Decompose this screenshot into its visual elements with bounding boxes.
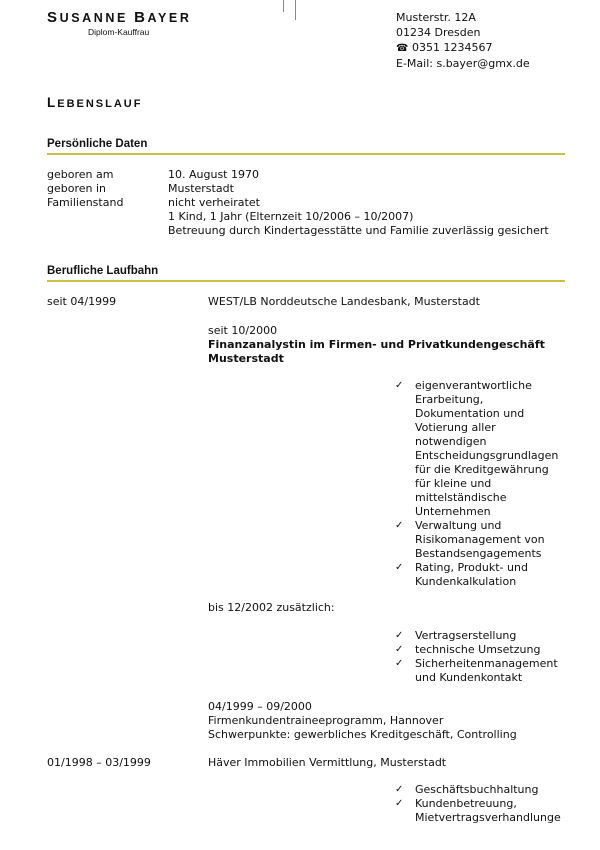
task-item bbox=[395, 643, 567, 657]
task-line: technische Umsetzung bbox=[415, 643, 541, 656]
checkmark-icon: ✓ bbox=[395, 562, 404, 573]
task-item bbox=[395, 561, 567, 589]
section-rule-personal bbox=[47, 153, 565, 155]
label-birthplace: geboren in bbox=[47, 182, 107, 195]
task-line: Rating, Produkt- und bbox=[415, 561, 528, 574]
contact-phone-line bbox=[396, 40, 530, 56]
task-item bbox=[395, 657, 567, 685]
trainee-program: Firmenkundentraineeprogramm, Hannover bbox=[208, 714, 444, 727]
task-line: Unternehmen bbox=[415, 505, 491, 518]
contact-phone: 0351 1234567 bbox=[411, 41, 493, 54]
checkmark-icon: ✓ bbox=[395, 644, 404, 655]
task-item bbox=[395, 783, 567, 797]
career-entry-1-employer: WEST/LB Norddeutsche Landesbank, Musterstadt bbox=[208, 295, 480, 308]
checkmark-icon: ✓ bbox=[395, 630, 404, 641]
task-line: Risikomanagement von bbox=[415, 533, 545, 546]
trainee-block bbox=[208, 700, 517, 742]
role-title: Finanzanalystin im Firmen- und Privatkundengeschäft bbox=[208, 338, 545, 351]
section-title-personal: Persönliche Daten bbox=[47, 138, 148, 150]
checkmark-icon: ✓ bbox=[395, 658, 404, 669]
label-birthdate: geboren am bbox=[47, 168, 114, 181]
task-line: Geschäftsbuchhaltung bbox=[415, 783, 539, 796]
task-line: notwendigen bbox=[415, 435, 487, 448]
task-line: Dokumentation und bbox=[415, 407, 525, 420]
value-birthplace: Musterstadt bbox=[168, 182, 234, 195]
task-line: Votierung aller bbox=[415, 421, 496, 434]
additional-task-list bbox=[395, 629, 567, 685]
value-childcare: Betreuung durch Kindertagesstätte und Familie zuverlässig gesichert bbox=[168, 224, 549, 237]
task-line: Kundenkalkulation bbox=[415, 575, 517, 588]
task-line: Entscheidungsgrundlagen bbox=[415, 449, 559, 462]
additional-tasks-label: bis 12/2002 zusätzlich: bbox=[208, 601, 335, 614]
task-line: für kleine und bbox=[415, 477, 492, 490]
task-line: Vertragserstellung bbox=[415, 629, 517, 642]
checkmark-icon: ✓ bbox=[395, 784, 404, 795]
task-line: für die Kreditgewährung bbox=[415, 463, 549, 476]
career-entry-2-employer: Häver Immobilien Vermittlung, Musterstadt bbox=[208, 756, 447, 769]
label-family-status: Familienstand bbox=[47, 196, 124, 209]
task-line: Erarbeitung, bbox=[415, 393, 484, 406]
personal-values bbox=[168, 168, 549, 238]
task-line: und Kundenkontakt bbox=[415, 671, 523, 684]
career-entry-2-period: 01/1998 – 03/1999 bbox=[47, 756, 151, 769]
document-title: LEBENSLAUF bbox=[47, 95, 143, 110]
task-line: Mietvertragsverhandlunge bbox=[415, 811, 561, 824]
section-title-career: Berufliche Laufbahn bbox=[47, 265, 159, 277]
checkmark-icon: ✓ bbox=[395, 798, 404, 809]
task-line: Bestandsengagements bbox=[415, 547, 542, 560]
role-since: seit 10/2000 bbox=[208, 324, 278, 337]
value-birthdate: 10. August 1970 bbox=[168, 168, 259, 181]
task-item bbox=[395, 797, 567, 825]
value-children: 1 Kind, 1 Jahr (Elternzeit 10/2006 – 10/2007) bbox=[168, 210, 414, 223]
task-line: mittelständische bbox=[415, 491, 507, 504]
section-rule-career bbox=[47, 280, 565, 282]
contact-street: Musterstr. 12A bbox=[396, 11, 476, 24]
task-line: Kundenbetreuung, bbox=[415, 797, 517, 810]
task-line: Verwaltung und bbox=[415, 519, 502, 532]
applicant-title: Diplom-Kauffrau bbox=[88, 27, 150, 37]
task-item bbox=[395, 629, 567, 643]
role-location: Musterstadt bbox=[208, 352, 284, 365]
trainee-period: 04/1999 – 09/2000 bbox=[208, 700, 312, 713]
career-entry-1-role bbox=[208, 324, 545, 366]
contact-city: 01234 Dresden bbox=[396, 26, 481, 39]
entry-2-task-list bbox=[395, 783, 567, 825]
checkmark-icon: ✓ bbox=[395, 380, 404, 391]
task-line: eigenverantwortliche bbox=[415, 379, 532, 392]
task-item bbox=[395, 379, 567, 519]
personal-labels bbox=[47, 168, 123, 210]
role-task-list bbox=[395, 379, 567, 589]
contact-email[interactable]: E-Mail: s.bayer@gmx.de bbox=[396, 57, 530, 70]
task-line: Sicherheitenmanagement bbox=[415, 657, 558, 670]
trainee-focus: Schwerpunkte: gewerbliches Kreditgeschäft, Controlling bbox=[208, 728, 517, 741]
contact-block bbox=[396, 10, 530, 71]
career-entry-1-period: seit 04/1999 bbox=[47, 295, 117, 308]
task-item bbox=[395, 519, 567, 561]
value-family-status: nicht verheiratet bbox=[168, 196, 260, 209]
telephone-icon: ☎ bbox=[396, 43, 409, 54]
applicant-name: SUSANNE BAYER bbox=[47, 9, 192, 26]
checkmark-icon: ✓ bbox=[395, 520, 404, 531]
photo-frame-edge-left bbox=[283, 0, 284, 12]
photo-frame-edge-right bbox=[295, 0, 296, 20]
